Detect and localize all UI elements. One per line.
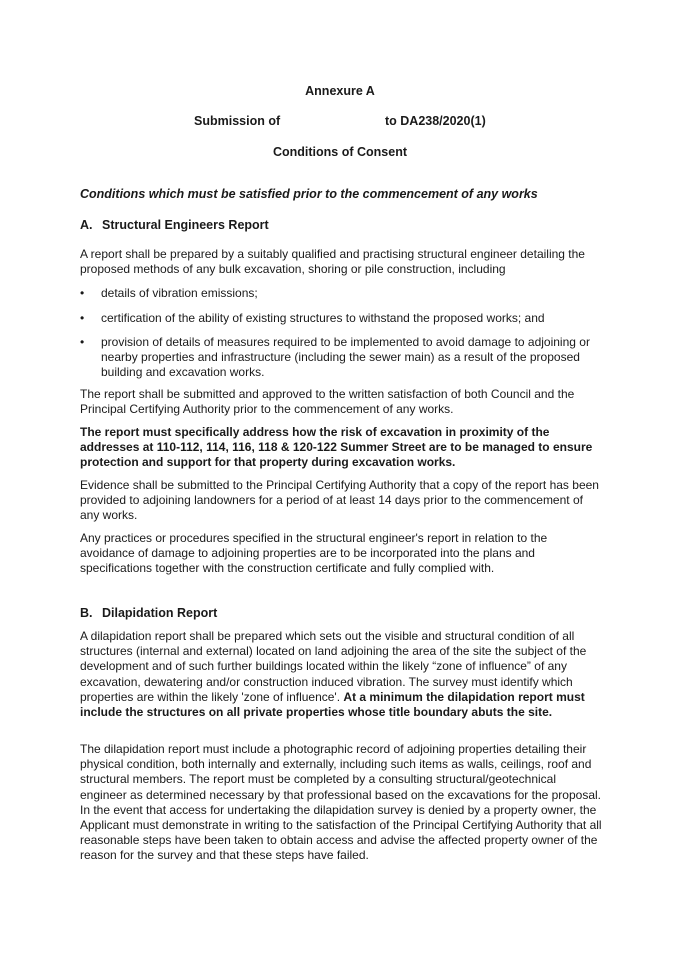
bullet-icon: • bbox=[80, 286, 85, 300]
section-b-paragraph-1-regular: A dilapidation report shall be prepared which sets out the visible and structural condition of all structures (internal and external) located on land adjoining the area of the site the subject of the development and of such further buildings located within the likely “zone of influence” of any excavation, dewatering and/or construction induced vibration. The survey must identify which properties are within the likely 'zone of influence'. bbox=[80, 629, 587, 704]
bullet-text: certification of the ability of existing structures to withstand the proposed works; and bbox=[101, 311, 545, 325]
bullet-icon: • bbox=[80, 311, 85, 325]
section-a-paragraph-5: Any practices or procedures specified in the structural engineer's report in relation to the avoidance of damage to adjoining properties are to be incorporated into the plans and specifications together with the construction certificate and fully complied with. bbox=[80, 531, 548, 576]
bullet-text: provision of details of measures required to be implemented to avoid damage to adjoining or nearby properties and infrastructure (including the sewer main) as a result of the proposed building and excavation works. bbox=[101, 335, 590, 380]
section-b-paragraph-2: The dilapidation report must include a photographic record of adjoining properties detailing their physical condition, both internally and externally, including such items as walls, ceilings, roof and structural members. The report must be completed by a consulting structural/geotechnical engineer as determined necessary by that professional based on the excavations for the proposal. In the event that access for undertaking the dilapidation survey is denied by a property owner, the Applicant must demonstrate in writing to the satisfaction of the Principal Certifying Authority that all reasonable steps have been taken to obtain access and advise the affected property owner of the reason for the survey and that these steps have failed. bbox=[80, 742, 602, 863]
section-a-letter: A. bbox=[80, 218, 93, 232]
section-a-intro: A report shall be prepared by a suitably qualified and practising structural engineer detailing the proposed methods of any bulk excavation, shoring or pile construction, including bbox=[80, 247, 585, 277]
submission-reference: to DA238/2020(1) bbox=[385, 114, 486, 128]
section-a-paragraph-3: The report must specifically address how the risk of excavation in proximity of the addresses at 110-112, 114, 116, 118 & 120-122 Summer Street are to be managed to ensure protection and support for that property during excavation works. bbox=[80, 425, 593, 470]
bullet-item bbox=[80, 311, 602, 326]
section-a-paragraph-4: Evidence shall be submitted to the Principal Certifying Authority that a copy of the report has been provided to adjoining landowners for a period of at least 14 days prior to the commencement of any works. bbox=[80, 478, 599, 523]
section-b-heading bbox=[80, 606, 217, 620]
bullet-text: details of vibration emissions; bbox=[101, 286, 258, 300]
document-title: Annexure A bbox=[305, 84, 375, 98]
document-subtitle: Conditions of Consent bbox=[272, 145, 407, 159]
section-b-letter: B. bbox=[80, 606, 93, 620]
bullet-item bbox=[80, 286, 602, 301]
submission-label: Submission of bbox=[194, 114, 281, 128]
section-a-heading bbox=[80, 218, 269, 232]
section-b-paragraph-1 bbox=[80, 629, 602, 720]
section-a-title: Structural Engineers Report bbox=[102, 218, 269, 232]
conditions-heading: Conditions which must be satisfied prior to the commencement of any works bbox=[80, 187, 538, 201]
section-b-paragraph-1-bold: At a minimum the dilapidation report must include the structures on all private properties whose title boundary abuts the site. bbox=[80, 689, 585, 720]
section-b-title: Dilapidation Report bbox=[102, 606, 218, 620]
section-a-paragraph-2: The report shall be submitted and approved to the written satisfaction of both Council and the Principal Certifying Authority prior to the commencement of any works. bbox=[80, 387, 575, 417]
bullet-item bbox=[80, 335, 602, 381]
bullet-icon: • bbox=[80, 335, 85, 349]
